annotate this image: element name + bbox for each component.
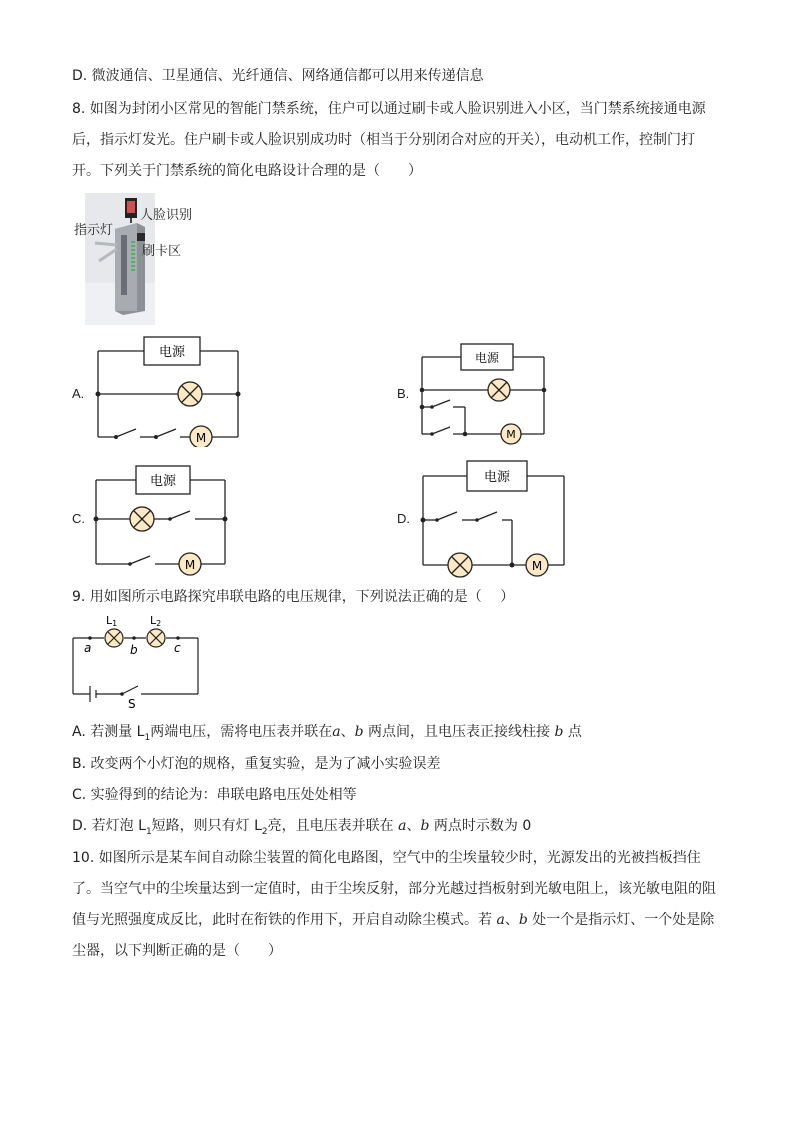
circuit-a xyxy=(92,335,247,447)
photo-label-face: 人脸识别 xyxy=(140,207,193,222)
q10-stem-line1: 10. 如图所示是某车间自动除尘装置的简化电路图，空气中的尘埃量较少时，光源发出的光被挡板挡住 xyxy=(72,850,701,866)
photo-label-card: 刷卡区 xyxy=(142,243,182,258)
point-a-label: a xyxy=(84,641,92,655)
q7-option-d: D. 微波通信、卫星通信、光纤通信、网络通信都可以用来传递信息 xyxy=(72,68,484,84)
motor-label: M xyxy=(506,428,516,441)
point-c-label: c xyxy=(174,641,181,655)
q9-series-circuit xyxy=(66,612,206,710)
q8-stem-line2: 后，指示灯发光。住户刷卡或人脸识别成功时（相当于分别闭合对应的开关），电动机工作，控制门打 xyxy=(72,132,695,148)
q8-option-a-label: A. xyxy=(72,386,85,401)
q8-option-d-label: D. xyxy=(397,511,410,526)
q8-option-b-label: B. xyxy=(397,386,410,401)
circuit-c xyxy=(90,464,235,576)
switch-s-label: S xyxy=(128,697,136,710)
photo-label-indicator: 指示灯 xyxy=(74,222,114,237)
power-source-label: 电源 xyxy=(474,351,500,365)
q9-option-a: A. 若测量 $L_1$两端电压，需将电压表并联在a、b 两点间，且电压表正接线柱接 b 点 xyxy=(72,724,582,743)
power-source-label: 电源 xyxy=(158,345,186,360)
motor-label: M xyxy=(195,431,207,445)
motor-label: M xyxy=(184,558,196,572)
q10-stem-line3: 值与光照强度成反比，此时在衔铁的作用下，开启自动除尘模式。若 a、b 处一个是指示灯、一个处是除 xyxy=(72,912,715,928)
q9-option-b: B. 改变两个小灯泡的规格，重复实验，是为了减小实验误差 xyxy=(72,756,441,772)
circuit-d xyxy=(417,457,572,582)
label-l1: L1 xyxy=(106,614,118,628)
label-l2: L2 xyxy=(150,614,162,628)
power-source-label: 电源 xyxy=(483,470,511,485)
q9-option-d: D. 若灯泡 $L_1$短路，则只有灯 $L_2$亮，且电压表并联在 a、b 两点时示数为 0 xyxy=(72,818,532,837)
q8-option-c-label: C. xyxy=(72,511,85,526)
q9-option-c: C. 实验得到的结论为：串联电路电压处处相等 xyxy=(72,787,357,803)
q10-stem-line2: 了。当空气中的尘埃量达到一定值时，由于尘埃反射，部分光越过挡板射到光敏电阻上，该光敏电阻的阻 xyxy=(72,881,716,897)
power-source-label: 电源 xyxy=(149,474,177,489)
q10-stem-line4: 尘器，以下判断正确的是（ ） xyxy=(72,943,282,959)
q8-stem-line3: 开。下列关于门禁系统的简化电路设计合理的是（ ） xyxy=(72,163,422,179)
point-b-label: b xyxy=(130,643,138,657)
q9-stem: 9. 用如图所示电路探究串联电路的电压规律，下列说法正确的是（ ） xyxy=(72,589,515,605)
circuit-b xyxy=(417,340,552,445)
q8-stem-line1: 8. 如图为封闭小区常见的智能门禁系统，住户可以通过刷卡或人脸识别进入小区，当门禁系统接通电源 xyxy=(72,101,706,117)
motor-label: M xyxy=(531,559,543,573)
